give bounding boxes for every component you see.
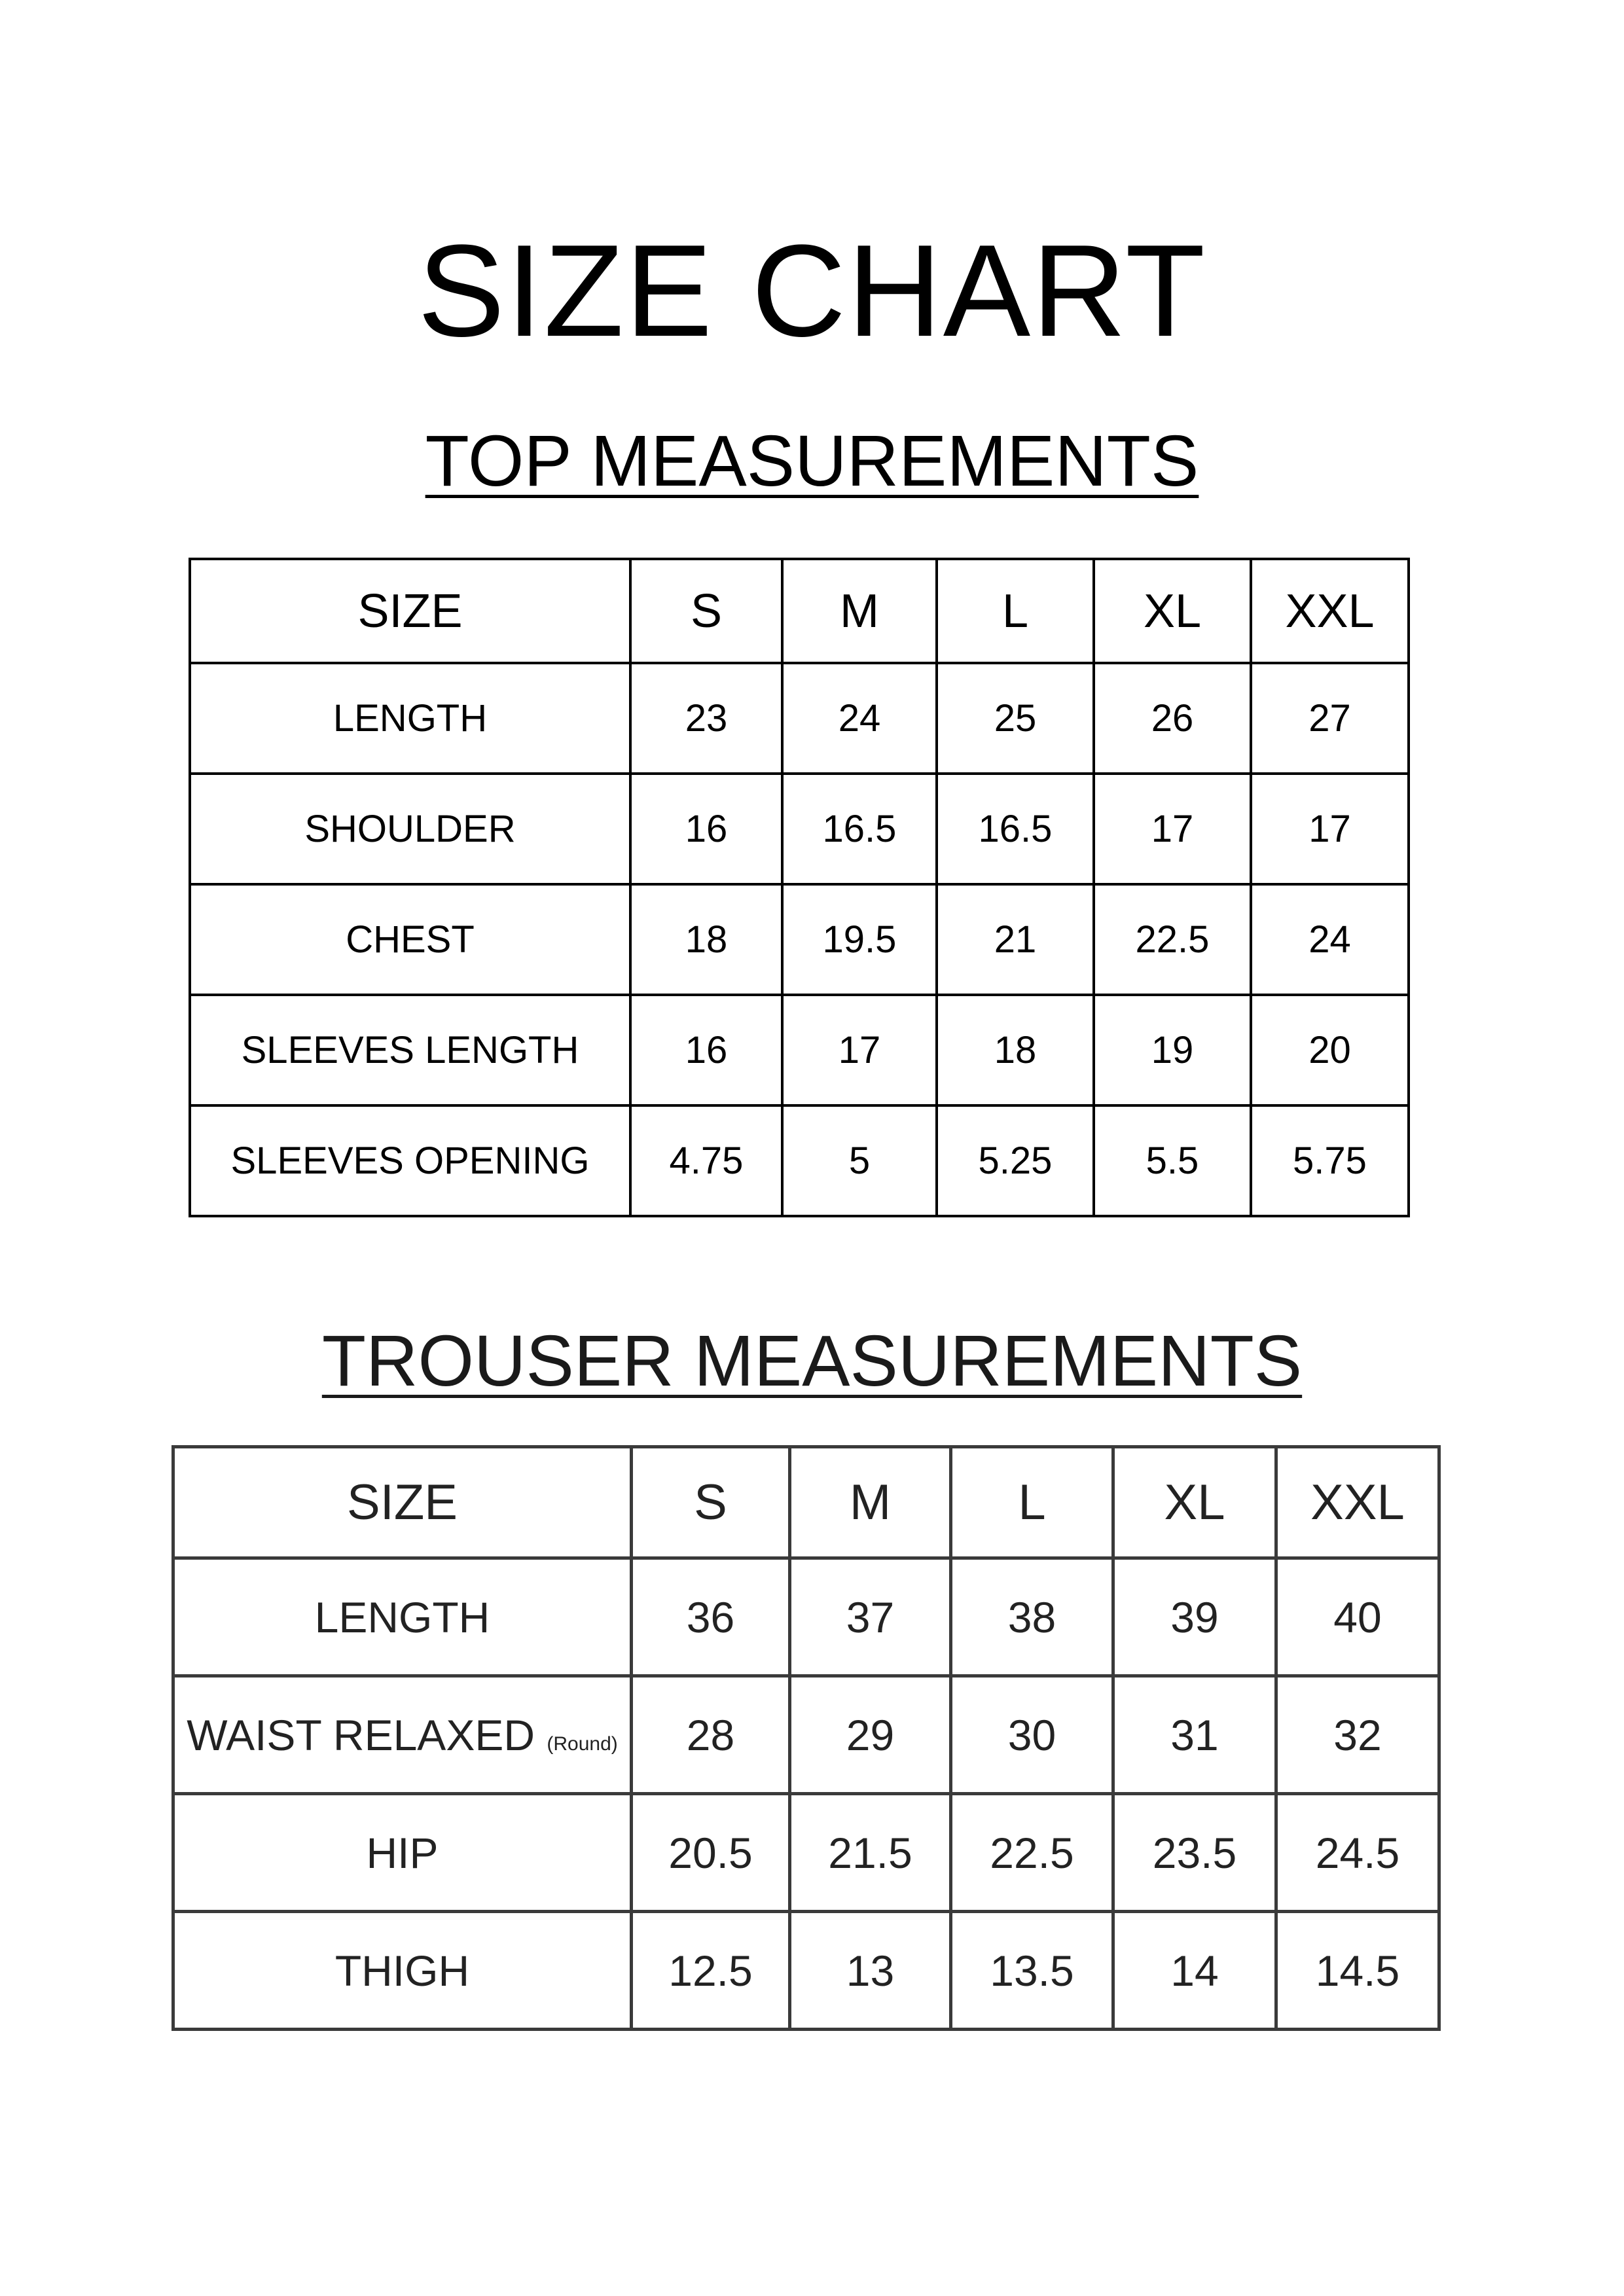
table-row bbox=[173, 1676, 1439, 1794]
cell: 17 bbox=[782, 995, 937, 1105]
cell: 24 bbox=[1251, 884, 1409, 995]
header-cell: L bbox=[937, 559, 1094, 663]
cell: 18 bbox=[937, 995, 1094, 1105]
row-label: CHEST bbox=[190, 884, 630, 995]
cell: 28 bbox=[632, 1676, 790, 1794]
cell: 37 bbox=[790, 1558, 951, 1676]
cell: 14 bbox=[1113, 1912, 1276, 2030]
header-cell: XL bbox=[1113, 1447, 1276, 1558]
table-header-row bbox=[173, 1447, 1439, 1558]
table-row bbox=[173, 1912, 1439, 2030]
table-row bbox=[190, 884, 1409, 995]
cell: 12.5 bbox=[632, 1912, 790, 2030]
cell: 5.75 bbox=[1251, 1105, 1409, 1216]
cell: 24 bbox=[782, 663, 937, 774]
cell: 18 bbox=[630, 884, 782, 995]
row-label-note: (Round) bbox=[547, 1732, 618, 1755]
table-header-row bbox=[190, 559, 1409, 663]
cell: 23.5 bbox=[1113, 1794, 1276, 1912]
row-label bbox=[173, 1558, 632, 1676]
row-label bbox=[173, 1912, 632, 2030]
cell: 5.25 bbox=[937, 1105, 1094, 1216]
cell: 26 bbox=[1094, 663, 1251, 774]
header-cell: S bbox=[630, 559, 782, 663]
cell: 31 bbox=[1113, 1676, 1276, 1794]
header-cell: L bbox=[951, 1447, 1113, 1558]
header-cell: SIZE bbox=[173, 1447, 632, 1558]
table-row bbox=[173, 1794, 1439, 1912]
cell: 23 bbox=[630, 663, 782, 774]
row-label-text: LENGTH bbox=[314, 1592, 490, 1641]
cell: 5 bbox=[782, 1105, 937, 1216]
cell: 14.5 bbox=[1276, 1912, 1439, 2030]
cell: 16 bbox=[630, 995, 782, 1105]
header-cell: XXL bbox=[1276, 1447, 1439, 1558]
cell: 16.5 bbox=[782, 774, 937, 884]
header-cell: SIZE bbox=[190, 559, 630, 663]
cell: 16.5 bbox=[937, 774, 1094, 884]
cell: 36 bbox=[632, 1558, 790, 1676]
cell: 25 bbox=[937, 663, 1094, 774]
cell: 30 bbox=[951, 1676, 1113, 1794]
cell: 27 bbox=[1251, 663, 1409, 774]
trouser-measurements-heading: TROUSER MEASUREMENTS bbox=[321, 1321, 1303, 1401]
cell: 32 bbox=[1276, 1676, 1439, 1794]
cell: 17 bbox=[1251, 774, 1409, 884]
row-label-text: WAIST RELAXED bbox=[187, 1710, 535, 1759]
cell: 39 bbox=[1113, 1558, 1276, 1676]
top-measurements-table bbox=[189, 558, 1410, 1217]
cell: 40 bbox=[1276, 1558, 1439, 1676]
cell: 38 bbox=[951, 1558, 1113, 1676]
table-row bbox=[190, 1105, 1409, 1216]
table-row bbox=[173, 1558, 1439, 1676]
row-label-text: HIP bbox=[366, 1828, 439, 1877]
cell: 19.5 bbox=[782, 884, 937, 995]
header-cell: M bbox=[790, 1447, 951, 1558]
cell: 4.75 bbox=[630, 1105, 782, 1216]
cell: 20 bbox=[1251, 995, 1409, 1105]
row-label: SLEEVES LENGTH bbox=[190, 995, 630, 1105]
row-label: SLEEVES OPENING bbox=[190, 1105, 630, 1216]
cell: 29 bbox=[790, 1676, 951, 1794]
cell: 5.5 bbox=[1094, 1105, 1251, 1216]
header-cell: M bbox=[782, 559, 937, 663]
cell: 13 bbox=[790, 1912, 951, 2030]
row-label bbox=[173, 1794, 632, 1912]
cell: 20.5 bbox=[632, 1794, 790, 1912]
trouser-measurements-table bbox=[171, 1445, 1441, 2031]
cell: 22.5 bbox=[1094, 884, 1251, 995]
cell: 19 bbox=[1094, 995, 1251, 1105]
header-cell: XXL bbox=[1251, 559, 1409, 663]
cell: 21.5 bbox=[790, 1794, 951, 1912]
row-label bbox=[173, 1676, 632, 1794]
row-label: LENGTH bbox=[190, 663, 630, 774]
top-measurements-heading: TOP MEASUREMENTS bbox=[425, 421, 1199, 501]
table-row bbox=[190, 663, 1409, 774]
cell: 17 bbox=[1094, 774, 1251, 884]
header-cell: S bbox=[632, 1447, 790, 1558]
cell: 22.5 bbox=[951, 1794, 1113, 1912]
cell: 21 bbox=[937, 884, 1094, 995]
cell: 13.5 bbox=[951, 1912, 1113, 2030]
row-label-text: THIGH bbox=[334, 1946, 470, 1995]
table-row bbox=[190, 774, 1409, 884]
cell: 16 bbox=[630, 774, 782, 884]
cell: 24.5 bbox=[1276, 1794, 1439, 1912]
table-row bbox=[190, 995, 1409, 1105]
page-title: SIZE CHART bbox=[417, 218, 1207, 364]
row-label: SHOULDER bbox=[190, 774, 630, 884]
header-cell: XL bbox=[1094, 559, 1251, 663]
